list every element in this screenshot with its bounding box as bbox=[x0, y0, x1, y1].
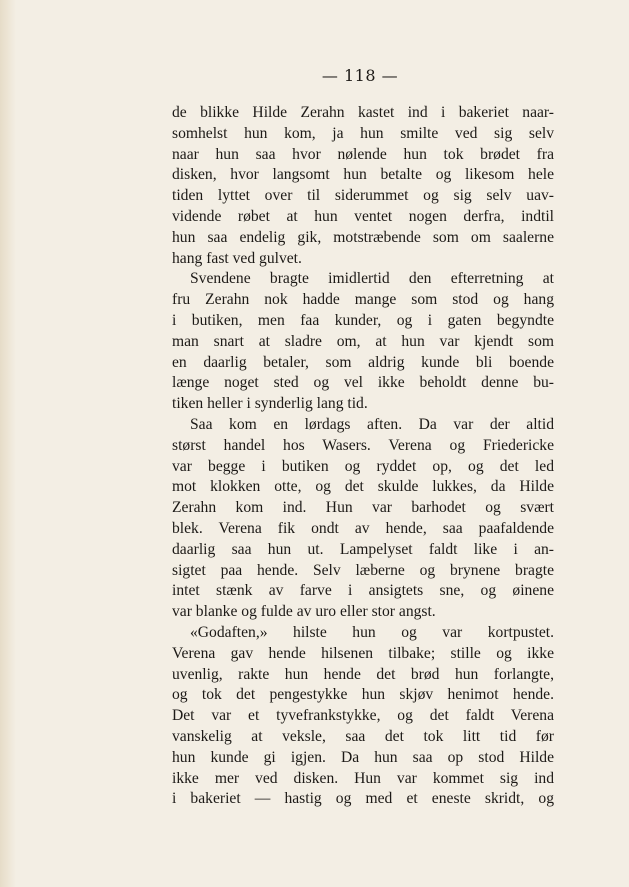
text-line: i butiken, men faa kunder, og i gaten begyndte bbox=[172, 311, 554, 329]
text-line: naar hun saa hvor nølende hun tok brødet fra bbox=[172, 145, 554, 163]
text-line: «Godaften,» hilste hun og var kortpustet. bbox=[190, 623, 554, 641]
text-line: hang fast ved gulvet. bbox=[172, 249, 302, 267]
text-line: var blanke og fulde av uro eller stor angst. bbox=[172, 603, 436, 621]
text-line: vidende røbet at hun ventet nogen derfra, indtil bbox=[172, 207, 554, 225]
text-line: i bakeriet — hastig og med et eneste skridt, og bbox=[172, 790, 554, 808]
page-binding-edge bbox=[0, 0, 16, 887]
text-line: var begge i butiken og ryddet op, og det led bbox=[172, 457, 554, 475]
text-line: Det var et tyvefrankstykke, og det faldt Verena bbox=[172, 707, 554, 725]
text-line: Verena gav hende hilsenen tilbake; stille og ikke bbox=[172, 644, 554, 662]
text-line: blek. Verena fik ondt av hende, saa paafaldende bbox=[172, 519, 554, 537]
text-line: disken, hvor langsomt hun betalte og likesom hele bbox=[172, 166, 554, 184]
text-line: tiden lyttet over til siderummet og sig selv uav- bbox=[172, 187, 554, 205]
body-text bbox=[172, 103, 554, 810]
text-line: intet stænk av farve i ansigtets sne, og øinene bbox=[172, 582, 554, 600]
text-line: Zerahn kom ind. Hun var barhodet og svært bbox=[172, 499, 554, 517]
text-line: man snart at sladre om, at hun var kjendt som bbox=[172, 332, 554, 350]
text-line: en daarlig betaler, som aldrig kunde bli boende bbox=[172, 353, 554, 371]
text-line: Saa kom en lørdags aften. Da var der altid bbox=[190, 415, 554, 433]
text-line: daarlig saa hun ut. Lampelyset faldt like i an- bbox=[172, 540, 554, 558]
text-line: somhelst hun kom, ja hun smilte ved sig selv bbox=[172, 124, 554, 142]
text-line: hun kunde gi igjen. Da hun saa op stod Hilde bbox=[172, 748, 554, 766]
text-line: sigtet paa hende. Selv læberne og brynene bragte bbox=[172, 561, 554, 579]
text-line: ikke mer ved disken. Hun var kommet sig ind bbox=[172, 769, 554, 787]
text-line: uvenlig, rakte hun hende det brød hun forlangte, bbox=[172, 665, 554, 683]
text-line: tiken heller i synderlig lang tid. bbox=[172, 395, 368, 413]
text-line: vanskelig at veksle, saa det tok litt tid før bbox=[172, 727, 554, 745]
text-line: fru Zerahn nok hadde mange som stod og hang bbox=[172, 291, 554, 309]
text-line: mot klokken otte, og det skulde lukkes, da Hilde bbox=[172, 478, 554, 496]
page-number: — 118 — bbox=[321, 66, 399, 85]
text-line: størst handel hos Wasers. Verena og Friedericke bbox=[172, 436, 554, 454]
text-line: Svendene bragte imidlertid den efterretning at bbox=[190, 270, 554, 288]
text-line: de blikke Hilde Zerahn kastet ind i bakeriet naar- bbox=[172, 104, 554, 121]
text-line: hun saa endelig gik, motstræbende som om saalerne bbox=[172, 228, 554, 246]
text-line: og tok det pengestykke hun skjøv henimot hende. bbox=[172, 686, 554, 704]
text-line: længe noget sted og vel ikke beholdt denne bu- bbox=[172, 374, 554, 392]
